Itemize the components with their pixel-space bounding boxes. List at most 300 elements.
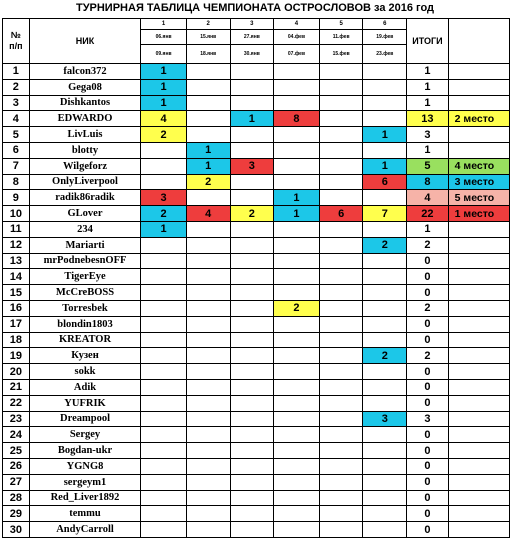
score-cell <box>319 300 363 316</box>
row-index: 8 <box>3 174 30 190</box>
player-nick: KREATOR <box>29 332 141 348</box>
player-nick: GLover <box>29 206 141 222</box>
total-cell: 1 <box>407 64 448 80</box>
total-cell: 0 <box>407 316 448 332</box>
header-start-date: 19.фев <box>363 30 407 45</box>
row-index: 13 <box>3 253 30 269</box>
header-tour-number: 1 <box>141 19 187 30</box>
score-cell <box>363 253 407 269</box>
header-end-date: 07.фев <box>274 45 320 64</box>
row-index: 11 <box>3 221 30 237</box>
score-cell <box>274 458 320 474</box>
score-cell <box>230 253 274 269</box>
score-cell <box>274 79 320 95</box>
table-row <box>3 206 510 222</box>
player-nick: YGNG8 <box>29 458 141 474</box>
score-cell <box>319 95 363 111</box>
score-cell <box>186 300 230 316</box>
player-nick: Torresbek <box>29 300 141 316</box>
score-cell <box>363 522 407 538</box>
score-cell <box>141 253 187 269</box>
header-place <box>448 19 509 64</box>
score-cell <box>319 64 363 80</box>
header-start-date: 15.янв <box>186 30 230 45</box>
score-cell <box>363 142 407 158</box>
score-cell <box>363 316 407 332</box>
score-cell <box>274 411 320 427</box>
row-index: 30 <box>3 522 30 538</box>
score-cell <box>141 142 187 158</box>
score-cell <box>141 443 187 459</box>
row-index: 4 <box>3 111 30 127</box>
table-row <box>3 174 510 190</box>
place-cell <box>448 474 509 490</box>
header-tour-number: 5 <box>319 19 363 30</box>
header-end-date: 23.фев <box>363 45 407 64</box>
score-cell <box>274 221 320 237</box>
total-cell: 2 <box>407 237 448 253</box>
score-cell <box>141 411 187 427</box>
score-cell <box>230 300 274 316</box>
place-cell: 3 место <box>448 174 509 190</box>
total-cell: 0 <box>407 269 448 285</box>
score-cell <box>319 221 363 237</box>
score-cell: 1 <box>141 64 187 80</box>
score-cell <box>141 332 187 348</box>
score-cell: 7 <box>363 206 407 222</box>
table-row <box>3 253 510 269</box>
place-cell <box>448 64 509 80</box>
score-cell <box>230 522 274 538</box>
score-cell <box>186 443 230 459</box>
place-cell <box>448 221 509 237</box>
place-cell <box>448 332 509 348</box>
total-cell: 2 <box>407 348 448 364</box>
score-cell <box>186 506 230 522</box>
place-cell <box>448 364 509 380</box>
place-cell <box>448 269 509 285</box>
place-cell <box>448 379 509 395</box>
row-index: 2 <box>3 79 30 95</box>
place-cell <box>448 348 509 364</box>
score-cell <box>230 490 274 506</box>
score-cell <box>274 332 320 348</box>
place-cell <box>448 490 509 506</box>
score-cell <box>186 427 230 443</box>
score-cell: 2 <box>363 237 407 253</box>
header-tour-number: 6 <box>363 19 407 30</box>
score-cell: 1 <box>230 111 274 127</box>
total-cell: 3 <box>407 411 448 427</box>
score-cell <box>141 458 187 474</box>
player-nick: AndyCarroll <box>29 522 141 538</box>
score-cell <box>319 522 363 538</box>
place-cell <box>448 522 509 538</box>
score-cell <box>230 443 274 459</box>
row-index: 1 <box>3 64 30 80</box>
row-index: 5 <box>3 127 30 143</box>
header-nick: НИК <box>29 19 141 64</box>
header-tour-number: 3 <box>230 19 274 30</box>
row-index: 10 <box>3 206 30 222</box>
score-cell <box>319 427 363 443</box>
place-cell <box>448 458 509 474</box>
score-cell <box>274 269 320 285</box>
table-row <box>3 142 510 158</box>
place-cell <box>448 443 509 459</box>
player-nick: Bogdan-ukr <box>29 443 141 459</box>
score-cell <box>141 269 187 285</box>
score-cell <box>230 127 274 143</box>
score-cell <box>363 64 407 80</box>
row-index: 24 <box>3 427 30 443</box>
score-cell <box>186 190 230 206</box>
table-row <box>3 348 510 364</box>
score-cell <box>230 269 274 285</box>
place-cell <box>448 127 509 143</box>
score-cell <box>230 379 274 395</box>
score-cell <box>363 300 407 316</box>
score-cell <box>363 285 407 301</box>
score-cell <box>230 174 274 190</box>
header-start-date: 04.фев <box>274 30 320 45</box>
table-row <box>3 95 510 111</box>
total-cell: 1 <box>407 79 448 95</box>
score-cell <box>141 316 187 332</box>
player-nick: YUFRIK <box>29 395 141 411</box>
score-cell <box>186 285 230 301</box>
row-index: 26 <box>3 458 30 474</box>
score-cell <box>230 348 274 364</box>
score-cell <box>274 443 320 459</box>
row-index: 6 <box>3 142 30 158</box>
place-cell: 2 место <box>448 111 509 127</box>
score-cell <box>230 221 274 237</box>
table-row <box>3 379 510 395</box>
table-row <box>3 111 510 127</box>
score-cell <box>363 221 407 237</box>
score-cell <box>319 458 363 474</box>
score-cell <box>141 300 187 316</box>
score-cell <box>363 332 407 348</box>
score-cell: 2 <box>274 300 320 316</box>
total-cell: 3 <box>407 127 448 143</box>
score-cell: 3 <box>230 158 274 174</box>
total-cell: 0 <box>407 364 448 380</box>
row-index: 9 <box>3 190 30 206</box>
player-nick: Dreampool <box>29 411 141 427</box>
place-cell <box>448 142 509 158</box>
header-tour-number: 2 <box>186 19 230 30</box>
score-cell: 2 <box>141 206 187 222</box>
place-cell <box>448 300 509 316</box>
place-cell: 1 место <box>448 206 509 222</box>
score-cell: 2 <box>186 174 230 190</box>
score-cell <box>186 269 230 285</box>
score-cell <box>363 111 407 127</box>
table-row <box>3 506 510 522</box>
score-cell <box>319 174 363 190</box>
score-cell <box>186 522 230 538</box>
score-cell: 1 <box>186 158 230 174</box>
score-cell <box>274 490 320 506</box>
player-nick: Gega08 <box>29 79 141 95</box>
score-cell <box>363 364 407 380</box>
score-cell <box>274 174 320 190</box>
score-cell <box>274 506 320 522</box>
place-cell <box>448 411 509 427</box>
player-nick: mrPodnebesnOFF <box>29 253 141 269</box>
score-cell <box>319 79 363 95</box>
score-cell <box>141 285 187 301</box>
player-nick: McCreBOSS <box>29 285 141 301</box>
row-index: 17 <box>3 316 30 332</box>
place-cell <box>448 237 509 253</box>
place-cell <box>448 253 509 269</box>
header-start-date: 27.янв <box>230 30 274 45</box>
table-row <box>3 474 510 490</box>
score-cell <box>186 253 230 269</box>
score-cell <box>319 332 363 348</box>
player-nick: Adik <box>29 379 141 395</box>
score-cell <box>230 64 274 80</box>
score-cell <box>230 474 274 490</box>
score-cell <box>230 237 274 253</box>
player-nick: Red_Liver1892 <box>29 490 141 506</box>
score-cell <box>274 95 320 111</box>
total-cell: 0 <box>407 395 448 411</box>
score-cell <box>274 64 320 80</box>
row-index: 7 <box>3 158 30 174</box>
total-cell: 5 <box>407 158 448 174</box>
player-nick: radik86radik <box>29 190 141 206</box>
header-index <box>3 19 30 64</box>
score-cell <box>141 174 187 190</box>
score-cell <box>230 285 274 301</box>
score-cell <box>186 316 230 332</box>
total-cell: 0 <box>407 332 448 348</box>
score-cell <box>230 458 274 474</box>
place-cell <box>448 395 509 411</box>
score-cell: 3 <box>141 190 187 206</box>
score-cell <box>274 127 320 143</box>
score-cell <box>319 443 363 459</box>
total-cell: 1 <box>407 95 448 111</box>
score-cell: 4 <box>141 111 187 127</box>
score-cell <box>363 427 407 443</box>
total-cell: 4 <box>407 190 448 206</box>
score-cell: 6 <box>319 206 363 222</box>
score-cell <box>274 237 320 253</box>
table-row <box>3 300 510 316</box>
score-cell <box>141 522 187 538</box>
score-cell <box>141 506 187 522</box>
player-nick: Mariarti <box>29 237 141 253</box>
total-cell: 1 <box>407 221 448 237</box>
score-cell <box>319 395 363 411</box>
score-cell <box>363 443 407 459</box>
place-cell <box>448 316 509 332</box>
score-cell <box>319 269 363 285</box>
table-row <box>3 411 510 427</box>
table-row <box>3 285 510 301</box>
table-row <box>3 158 510 174</box>
score-cell: 1 <box>274 206 320 222</box>
table-row <box>3 443 510 459</box>
score-cell: 1 <box>186 142 230 158</box>
score-cell <box>319 111 363 127</box>
table-row <box>3 490 510 506</box>
total-cell: 0 <box>407 522 448 538</box>
score-cell <box>319 127 363 143</box>
table-row <box>3 79 510 95</box>
total-cell: 2 <box>407 300 448 316</box>
player-nick: EDWARDO <box>29 111 141 127</box>
score-cell: 3 <box>363 411 407 427</box>
score-cell <box>274 379 320 395</box>
score-cell <box>319 316 363 332</box>
header-start-date: 11.фев <box>319 30 363 45</box>
score-cell <box>141 364 187 380</box>
table-row <box>3 190 510 206</box>
score-cell <box>363 269 407 285</box>
score-cell <box>363 506 407 522</box>
score-cell <box>141 348 187 364</box>
table-row <box>3 269 510 285</box>
score-cell <box>363 79 407 95</box>
score-cell <box>230 79 274 95</box>
header-start-date: 06.янв <box>141 30 187 45</box>
row-index: 20 <box>3 364 30 380</box>
score-cell <box>319 190 363 206</box>
score-cell <box>274 253 320 269</box>
score-cell <box>319 348 363 364</box>
score-cell <box>319 474 363 490</box>
score-cell: 2 <box>363 348 407 364</box>
score-cell <box>319 253 363 269</box>
score-cell <box>141 158 187 174</box>
score-cell <box>319 364 363 380</box>
total-cell: 0 <box>407 379 448 395</box>
score-cell <box>319 379 363 395</box>
score-cell: 4 <box>186 206 230 222</box>
total-cell: 0 <box>407 443 448 459</box>
score-cell <box>363 458 407 474</box>
table-row <box>3 127 510 143</box>
total-cell: 0 <box>407 427 448 443</box>
score-cell <box>274 316 320 332</box>
table-row <box>3 458 510 474</box>
score-cell <box>319 142 363 158</box>
table-row <box>3 427 510 443</box>
player-nick: Dishkantos <box>29 95 141 111</box>
score-cell <box>186 395 230 411</box>
place-cell <box>448 427 509 443</box>
player-nick: sergeym1 <box>29 474 141 490</box>
row-index: 3 <box>3 95 30 111</box>
score-cell: 2 <box>141 127 187 143</box>
score-cell <box>230 395 274 411</box>
total-cell: 8 <box>407 174 448 190</box>
total-cell: 0 <box>407 490 448 506</box>
score-cell <box>141 490 187 506</box>
place-cell: 4 место <box>448 158 509 174</box>
score-cell <box>230 427 274 443</box>
player-nick: blotty <box>29 142 141 158</box>
row-index: 19 <box>3 348 30 364</box>
table-row <box>3 332 510 348</box>
score-cell <box>274 474 320 490</box>
place-cell: 5 место <box>448 190 509 206</box>
header-end-date: 18.янв <box>186 45 230 64</box>
score-cell <box>186 221 230 237</box>
score-cell: 1 <box>141 79 187 95</box>
score-cell <box>274 348 320 364</box>
row-index: 23 <box>3 411 30 427</box>
score-cell <box>230 506 274 522</box>
total-cell: 0 <box>407 474 448 490</box>
score-cell: 1 <box>363 127 407 143</box>
place-cell <box>448 506 509 522</box>
score-cell <box>186 458 230 474</box>
score-cell <box>141 237 187 253</box>
player-nick: 234 <box>29 221 141 237</box>
header-end-date: 15.фев <box>319 45 363 64</box>
header-tour-number: 4 <box>274 19 320 30</box>
score-cell: 8 <box>274 111 320 127</box>
score-cell <box>319 490 363 506</box>
score-cell <box>319 411 363 427</box>
place-cell <box>448 285 509 301</box>
player-nick: blondin1803 <box>29 316 141 332</box>
score-cell <box>363 190 407 206</box>
score-cell <box>319 237 363 253</box>
score-cell <box>274 427 320 443</box>
score-cell <box>186 64 230 80</box>
tournament-table <box>2 18 510 538</box>
score-cell <box>319 506 363 522</box>
player-nick: Sergey <box>29 427 141 443</box>
table-row <box>3 395 510 411</box>
total-cell: 0 <box>407 506 448 522</box>
total-cell: 13 <box>407 111 448 127</box>
score-cell <box>186 474 230 490</box>
row-index: 22 <box>3 395 30 411</box>
row-index: 21 <box>3 379 30 395</box>
player-nick: OnlyLiverpool <box>29 174 141 190</box>
total-cell: 0 <box>407 253 448 269</box>
player-nick: Кузен <box>29 348 141 364</box>
header-end-date: 09.янв <box>141 45 187 64</box>
player-nick: LivLuis <box>29 127 141 143</box>
score-cell <box>363 95 407 111</box>
table-row <box>3 522 510 538</box>
score-cell: 6 <box>363 174 407 190</box>
score-cell: 1 <box>141 95 187 111</box>
score-cell <box>230 190 274 206</box>
score-cell <box>141 474 187 490</box>
score-cell: 2 <box>230 206 274 222</box>
score-cell <box>274 142 320 158</box>
row-index: 25 <box>3 443 30 459</box>
score-cell <box>274 285 320 301</box>
row-index: 18 <box>3 332 30 348</box>
header-totals: ИТОГИ <box>407 19 448 64</box>
row-index: 28 <box>3 490 30 506</box>
score-cell <box>274 364 320 380</box>
score-cell <box>141 379 187 395</box>
score-cell <box>230 95 274 111</box>
